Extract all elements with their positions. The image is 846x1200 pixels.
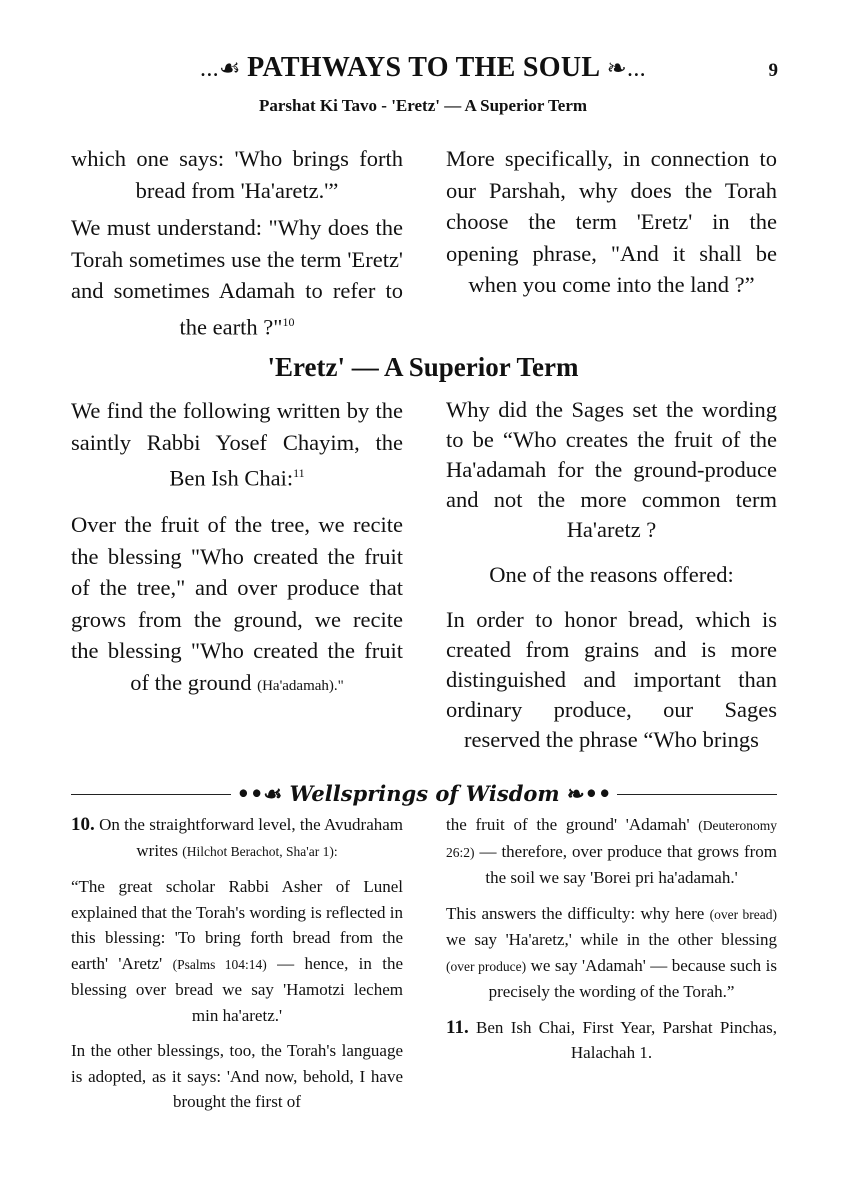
footnote-continuation [446,812,777,891]
paragraph: which one says: 'Who brings forth bread from 'Ha'aretz.'” [71,146,403,203]
footnote-text: Ben Ish Chai, First Year, Parshat Pinchas, Halachah 1. [476,1017,777,1062]
footnote-ref: 11 [293,466,305,480]
divider-label-text: Wellsprings of Wisdom [289,781,560,806]
paragraph-text: Over the fruit of the tree, we recite the blessing "Who created the fruit of the tree," and over produce that grows from the ground, we recite the blessing "Who created the fruit of the ground [71,512,403,695]
page-number: 9 [768,60,778,81]
book-title-text: PATHWAYS TO THE SOUL [247,52,601,83]
ornament-right-icon: ❧... [600,56,646,82]
paragraph: More specifically, in connection to our Parshah, why does the Torah choose the term 'Eretz' in the opening phrase, "And it shall be when you come into the land ?” [446,146,777,297]
footnote-text: This answers the difficulty: why here [446,903,705,923]
footnote-text: — therefore, over produce that grows from the soil we say 'Borei pri ha'adamah.' [479,841,777,887]
footnote-citation: (over produce) [446,958,527,974]
paragraph-text: We must understand: "Why does the Torah sometimes use the term 'Eretz' and sometimes Adamah to refer to the earth ?" [71,215,403,339]
footnote-text: “The great scholar Rabbi Asher of Lunel explained that the Torah's wording is reflected in this blessing: 'To bring forth bread from the earth' 'Aretz' [71,877,403,973]
top-left-column [71,143,403,349]
running-header [0,52,846,88]
paragraph [71,212,403,343]
paragraph: In order to honor bread, which is created from grains and is more distinguished and important than ordinary produce, our Sages reserved the phrase “Who brings [446,607,777,752]
divider-label [71,781,777,806]
footnotes-left-column [71,812,403,1125]
footnote-citation: (over bread) [709,906,777,922]
mid-right-column [446,395,777,761]
divider-ornament-right-icon: ❧•• [559,781,612,806]
footnote-text: — hence, in the blessing over bread we say 'Hamotzi lechem min ha'aretz.' [71,953,403,1025]
footnote-quote [71,874,403,1028]
section-heading: 'Eretz' — A Superior Term [267,352,579,382]
paragraph: One of the reasons offered: [489,562,734,587]
footnote-11 [446,1015,777,1066]
footnote-number: 10. [71,814,95,835]
paragraph-text: We find the following written by the saintly Rabbi Yosef Chayim, the Ben Ish Chai: [71,398,403,491]
paragraph: Why did the Sages set the wording to be “Who creates the fruit of the Ha'adamah for the ground-produce and not the more common term Ha'aretz ? [446,397,777,542]
footnote-text: the fruit of the ground' 'Adamah' [446,815,690,834]
chapter-subtitle: Parshat Ki Tavo - 'Eretz' — A Superior Term [258,96,588,115]
footnote-divider [71,782,777,806]
footnote-ref: 10 [282,314,295,329]
footnote-continuation [446,901,777,1005]
footnote-text: we say 'Ha'aretz,' while in the other blessing [446,930,777,949]
footnote-text: we say 'Adamah' — because such is precisely the wording of the Torah.” [488,955,778,1001]
footnote-citation: (Psalms 104:14) [172,956,267,972]
paragraph [71,509,403,702]
footnotes-right-column [446,812,777,1076]
paragraph-small-text: (Ha'adamah)." [257,677,344,694]
footnote-10 [71,812,403,864]
mid-left-column [71,395,403,708]
ornament-left-icon: ...☙ [200,56,248,82]
footnote-quote: In the other blessings, too, the Torah's language is adopted, as it says: 'And now, behold, I have brought the first of [71,1041,403,1111]
footnote-citation: (Hilchot Berachot, Sha'ar 1): [182,843,338,859]
paragraph [71,395,403,494]
book-title [0,52,846,84]
footnote-citation: (Deuteronomy 26:2) [446,818,777,860]
footnote-text: On the straightforward level, the Avudraham writes [99,815,404,860]
divider-ornament-left-icon: ••☙ [236,781,290,806]
footnote-number: 11. [446,1016,469,1038]
top-right-column [446,143,777,307]
